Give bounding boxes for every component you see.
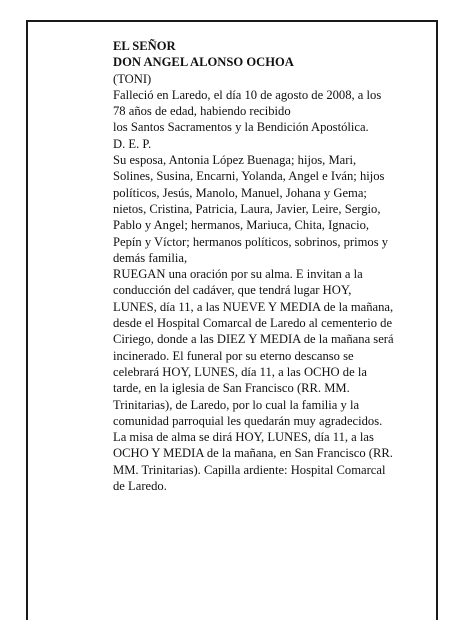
text-line: OCHO Y MEDIA de la mañana, en San Francisco (RR.	[113, 446, 393, 461]
funeral-details	[113, 266, 423, 494]
text-line: Solines, Susina, Encarni, Yolanda, Angel e Iván; hijos	[113, 169, 385, 184]
deceased-nickname: (TONI)	[113, 71, 152, 86]
obituary-notice	[113, 38, 423, 494]
text-line: tarde, en la iglesia de San Francisco (RR. MM.	[113, 381, 350, 396]
heading-title: EL SEÑOR	[113, 39, 176, 53]
text-line: La misa de alma se dirá HOY, LUNES, día 11, a las	[113, 430, 374, 445]
text-line: comunidad parroquial les quedarán muy agradecidos.	[113, 413, 383, 428]
text-line: nietos, Cristina, Patricia, Laura, Javier, Leire, Sergio,	[113, 201, 381, 216]
text-line: Pepín y Víctor; hermanos políticos, sobrinos, primos y	[113, 234, 389, 249]
text-line: políticos, Jesús, Manolo, Manuel, Johana y Gema;	[113, 185, 367, 200]
text-line: MM. Trinitarias). Capilla ardiente: Hospital Comarcal	[113, 462, 386, 477]
text-line: Ciriego, donde a las DIEZ Y MEDIA de la mañana será	[113, 332, 394, 347]
text-line: los Santos Sacramentos y la Bendición Apostólica.	[113, 120, 369, 135]
text-line: Falleció en Laredo, el día 10 de agosto de 2008, a los	[113, 87, 382, 102]
family-list	[113, 152, 423, 266]
text-line: LUNES, día 11, a las NUEVE Y MEDIA de la mañana,	[113, 299, 394, 314]
text-line: 78 años de edad, habiendo recibido	[113, 104, 291, 119]
dep-abbreviation: D. E. P.	[113, 136, 152, 151]
text-line: de Laredo.	[113, 479, 167, 494]
text-line: conducción del cadáver, que tendrá lugar HOY,	[113, 283, 352, 298]
text-line: Trinitarias), de Laredo, por lo cual la familia y la	[113, 397, 360, 412]
text-line: Su esposa, Antonia López Buenaga; hijos, Mari,	[113, 153, 357, 168]
text-line: Pablo y Angel; hermanos, Mariuca, Chita, Ignacio,	[113, 218, 370, 233]
text-line: demás familia,	[113, 250, 188, 265]
text-line: RUEGAN una oración por su alma. E invitan a la	[113, 267, 363, 282]
text-line: celebrará HOY, LUNES, día 11, a las OCHO de la	[113, 364, 367, 379]
text-line: desde el Hospital Comarcal de Laredo al cementerio de	[113, 316, 393, 331]
text-line: incinerado. El funeral por su eterno descanso se	[113, 348, 354, 363]
deceased-name: DON ANGEL ALONSO OCHOA	[113, 55, 294, 70]
death-details	[113, 87, 423, 136]
